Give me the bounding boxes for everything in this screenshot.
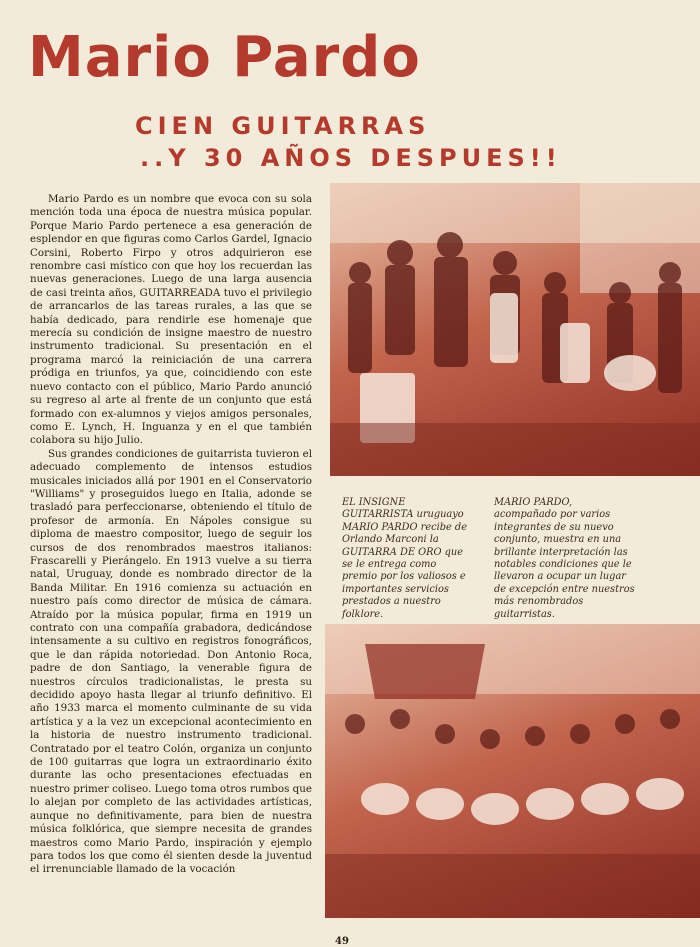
photo-caption: EL INSIGNE GUITARRISTA uruguayo MARIO PARDO recibe de Orlando Marconi la GUITARRA DE ORO que se le entrega como premio por los valiosos e importantes servicios prestados a nuestro folklore. <box>342 497 467 620</box>
article-title: Mario Pardo <box>28 25 421 90</box>
page-number: 49 <box>335 936 349 947</box>
photo-caption: MARIO PARDO, acompañado por varios integrantes de su nuevo conjunto, muestra en una brillante interpretación las notables condiciones que le llevaron a ocupar un lugar de excepción entre nuestros más renombrados guitarristas. <box>494 497 635 620</box>
article-paragraph: Mario Pardo es un nombre que evoca con su sola mención toda una época de nuestra música popular. Porque Mario Pardo pertenece a esa generación de esplendor en que figuras como Carlos Gardel, Ignacio Corsini, Roberto Firpo y otros adquirieron ese renombre casi místico con que hoy los recuerdan las nuevas generaciones. Luego de una larga ausencia de casi treinta años, GUITARREADA tuvo el privilegio de arrancarlos de las tareas rurales, a las que se había dedicado, para rendirle ese homenaje que merecía su condición de insigne maestro de nuestro instrumento tradicional. Su presentación en el programa marcó la reiniciación de una carrera pródiga en triunfos, ya que, coincidiendo con este nuevo contacto con el público, Mario Pardo anunció su regreso al arte al frente de un conjunto que está formado con ex-alumnos y viejos amigos personales, como E. Lynch, H. Inguanza y en el que también colabora su hijo Julio. <box>30 193 312 447</box>
article-subtitle-line1: CIEN GUITARRAS <box>135 112 431 140</box>
article-body <box>30 193 312 923</box>
photo-guitar-award <box>330 183 700 476</box>
article-paragraph: Sus grandes condiciones de guitarrista tuvieron el adecuado complemento de intensos estudios musicales iniciados allá por 1901 en el Conservatorio "Williams" y proseguidos luego en Italia, adonde se trasladó para perfeccionarse, obteniendo el título de profesor de armonía. En Nápoles consigue su diploma de maestro compositor, luego de seguir los cursos de dos renombrados maestros italianos: Frascarelli y Pierángelo. En 1913 vuelve a su tierra natal, Uruguay, donde es nombrado director de la Banda Militar. En 1916 comienza su actuación en nuestro país como director de música de cámara. Atraído por la música popular, firma en 1919 un contrato con una compañía grabadora, dedicándose intensamente a su cultivo en registros fonográficos, que le dan rápida notoriedad. Don Antonio Roca, padre de don Santiago, la venerable figura de nuestros círculos tradicionalistas, le presta su decidido apoyo hasta llegar al triunfo definitivo. El año 1933 marca el momento culminante de su vida artística y a la vez un excepcional acontecimiento en la historia de nuestro instrumento tradicional. Contratado por el teatro Colón, organiza un conjunto de 100 guitarras que logra un extraordinario éxito durante las ocho presentaciones efectuadas en nuestro primer coliseo. Luego toma otros rumbos que lo alejan por completo de las actividades artísticas, aunque no definitivamente, para bien de nuestra música folklórica, que siempre necesita de grandes maestros como Mario Pardo, inspiración y ejemplo para todos los que como él sienten desde la juventud el irrenunciable llamado de la vocación <box>30 447 312 876</box>
article-subtitle-line2: ..Y 30 AÑOS DESPUES!! <box>140 144 562 172</box>
photo-guitar-ensemble <box>325 624 700 918</box>
